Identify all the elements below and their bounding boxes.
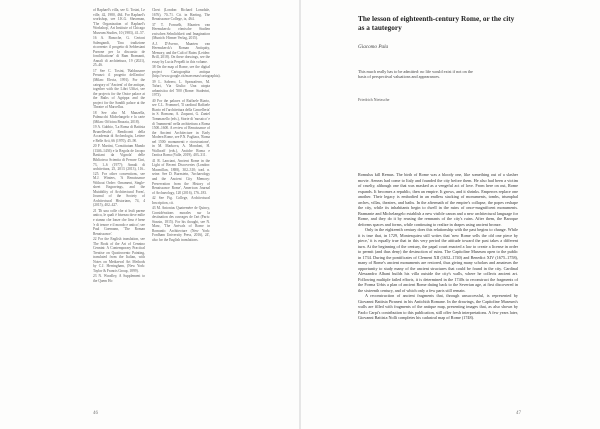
- body-paragraph: Romulus kill Remus. The birth of Rome was a bloody one, like something out of a slasher movie. Aeneas had come to Italy and founded the city before them. He also had been a victim of cruelty, although one that was masked as a vengeful act of love. From here on out, Rome expands. It becomes a republic, then an empire. It grows, and it shrinks. Emperors replace one another. Their legacy is embodied in an endless stacking of monuments, tombs, triumphal arches, villas, theatres, and baths. In the aftermath of the empire's collapse, the popes reshape the city, while its inhabitants begin to dwell in the ruins of once-magnificent monuments. Bramante and Michelangelo establish a new visible canon and a new architectural language for Rome, and they do it by reusing the remnants of the city's ruins. After them, the Baroque deforms spaces and forms, while continuing to realize in drapes using ancient bronze.: [358, 172, 518, 227]
- endnote: 23 N. Woodley, A Supplement to the Quem Ho: [93, 274, 145, 283]
- endnote: 40 For the palaces of Raffaele Riario, see C.L. Frommel, 'Il cardinal Raffaele Riario ed l'architettura della Cancelleria' in S. Romano, A. Zaquoni, G. Zaniel Tommasello (eds.), Storie di 'mosaico' e di 'frammenti' nella architettura a Roma 1500–1600. A review of Renaissance of the Ancient Architecture in Early Modern Rome, see P.N. Pagliara, 'Roma nel 1500: monumenti e ricostruzione', in M. Markova, A. Mondoni, H. Wallcraff (eds.), Antiche Roma e l'antica Roma (Valle, 2019), 403–311.: [152, 98, 210, 158]
- chapter-title: The lesson of eighteenth-century Rome, or the city as a tautegory: [358, 14, 515, 32]
- endnote: 38 On the map of Rome, see the digital project Cartographia antiqua (http://www.google.cit/maecenas/cartographia).: [152, 65, 221, 79]
- page-number-left: 46: [93, 411, 98, 416]
- endnotes-column-left: [93, 8, 145, 284]
- chapter-body: [358, 172, 518, 321]
- endnote: 39 L. Sabrero, L. Spezzaferro, M. Tafuri, Via Giulia: Una utopia urbanistica del '500 (Rome: Staderini, 1973).: [152, 79, 210, 98]
- chapter-author: Giacomo Pala: [358, 44, 389, 50]
- endnote: 21 'Di una colle che si leali parme antica, le quali è bisenza dove milie e stanno che lonze che lirso è bene 'e di tenore e il mondo e antico'; see Paul Goemann, 'The Roman Renaissance'.: [93, 208, 145, 236]
- body-paragraph: A reconstruction of ancient fragments that, through unsuccessful, is represented by Giovanni Battista Piranesi in his Antichità Romane. In the drawings, the Capitoline Museum's walls are filled with fragments of the antique map, presenting images that, as also shown by Paolo Carpi's contribution to this publication, still offer fresh interpretations. A few years later, Giovanni Battista Nolli completes his cadastral map of Rome (1748).: [358, 293, 518, 320]
- endnote: 18 See also M. Manzella, Palmucchi Michelangelo e la carte (Milan: Officina Bruzzia, 2018).: [93, 110, 145, 124]
- page-number-right: 47: [516, 411, 521, 416]
- endnote: 22 For the English translation, see The Book of the Art of Cennino Cennini: A Contemporary Practical Treatise on Quattrocento Painting, translated from the Italian, with Notes on Mediaeval Art Methods by C.J. Herringham, (New York: Taylor & Francis Group, 1899).: [93, 237, 145, 273]
- endnote: 17 See C. Tosini, 'Baldassarre Peruzzi: il progetto dell'antico' (Milan: Electa, 1991). For the category of 'Ancient' of the antique, together with the Libri Uffizi, see the projects for the Onice palace at the Baths of Agrippa and the project for the Sandili palace at the Theatre of Marcellus.: [93, 68, 145, 110]
- endnotes-column-right: [152, 8, 221, 243]
- endnote: 16 A. Bonoche, G. Cerioni Salengandi, 'Una tradizione ricorrente: il progetto di Sebbesiani Parrone per la discussio de fondificatione' di Ram Bramanti, Annali di architettura, 19 (2021), 25–46.: [93, 36, 145, 68]
- left-page: [0, 0, 299, 429]
- endnote: 37 T. Forruelh, Maarten van Heemskerck: römische Studien zwischen Sehnlichkeit und Imagination (Munich: Hirmer Verlag, 2015).: [152, 22, 210, 41]
- endnote: 19 A. Gubbio, 'La Roma di Battista Brunelleschi', Rendiconti della Accademia di Archeologia, Lettere e Belle Arti, 66 (1970), 45–90.: [93, 125, 145, 143]
- body-paragraph: Only in the eighteenth century does this relationship with the past begins to change. While it is true that, in 1729, Montesquieu still writes that 'new Rome sells the old one piece by piece,' it is equally true that in this very period the attitude toward the past takes a different turn. At the beginning of the century, the papal court enacted a law to create a license in order to permit (and thus deny) the destruction of ruins. The Capitoline Museum open to the public in 1734. During the pontificates of Clement XII (1652–1740) and Benedict XIV (1675–1758), many of Rome's ancient monuments are restored, thus giving many scholars and amateurs the opportunity to study many of the ancient structures that could be found in the city. Cardinal Alessandro Albani builds his villa outside the city's walls, where he collects ancient art. Following multiple failed efforts, it is determined in the 1740s to reconstruct the fragments of the Forma Urbis a plan of ancient Rome dating back to the Severian age, at first discovered in the sixteenth century, and of which only a few parts still remain.: [358, 227, 518, 293]
- endnote: Chest (London: Richard Lonsdale, 1676), 70–71. Cit. in Harting, The Renaissance College, ix, 464.: [152, 8, 210, 22]
- epigraph-text: This much really has to be admitted: no life would exist if not on the basis of perspectival valuations and appearances.: [358, 69, 473, 80]
- endnote: 43 M. Antonius Quatremère de Quincy, Considérations morales sur la destination des ouvrages de l'art (Paris: Stassin, 1815). For his thought, see N. Marz, 'The Arrivals of Rome in Romantic Architecture (New York: Fordham University Press, 2016), 24', also for the English translations.: [152, 206, 210, 242]
- endnote: 41 R. Lanciani, Ancient Rome in the Light of Recent Discoveries (London: Macmillan, 1888), 302–310; trad. n. seine. See D. Burnstein, 'Archaeology and the Ancient City Memory: Preservation from the History of Renaissance Rome', American Journal of Archaeology, 120 (2016), 176–183.: [152, 158, 210, 195]
- endnote: 20 F. Martini, 'Constitutum Mundo (1346–1436) e la Regola de Jacopo Bastiani da Vignola' delle Biblioteca Scientia di Ferrare Cini, 73, 1–6 (1977); Annali di architettura, 25, 2013 (2013), 116–125. For other conventions, see M.J. Winters, 'A Renaissance Without Order: Ornament, Single-sheet Engravings, and the Mutability of Architectural Form', Journal of the Society of Architectural Historians, 74, 4 (2015), 402–427.: [93, 144, 145, 208]
- endnote: A.J. D'Averro, Maarten van Heemskerck's Roman Antiquity, Memory, and the Cult of Ruins (Leiden: Brill, 2018). On these drawings, see the essay by Lucia Perpelli in this volume.: [152, 41, 210, 64]
- epigraph-source: Friedrich Nietzsche: [358, 97, 390, 102]
- endnote: of Raphael's villa, see G. Tosini, Le ville, 42, 1980, 464. For Raphael's workshop, see J.K.G. Shearman, 'The Organization of Raphael's Workshop', Art Institute of Chicago Museum Studies, 10 (1983), 41–57.: [93, 8, 145, 35]
- endnote: 42 See Fig. College, Architectural Inscription, cit.: [152, 196, 210, 205]
